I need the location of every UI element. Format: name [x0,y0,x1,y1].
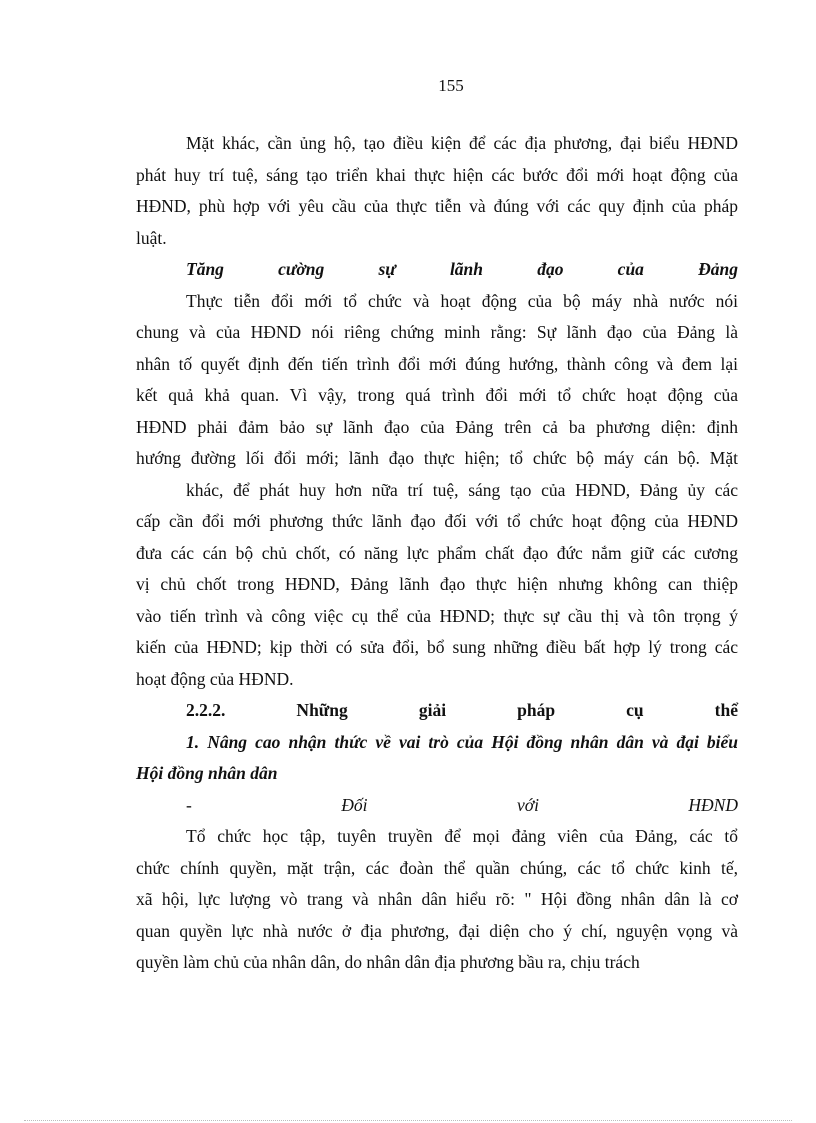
text-line: Mặt khác, cần ủng hộ, tạo điều kiện để các địa phương, đại biểu HĐND [186,133,738,153]
item-heading: - Đối với HĐND [186,794,738,815]
text-line: hoạt động của HĐND. [136,668,294,689]
text-line: Tổ chức học tập, tuyên truyền để mọi đảng viên của Đảng, các tổ [186,826,738,846]
text-line: vào tiến trình và công việc cụ thể của HĐND; thực sự cầu thị và tôn trọng ý [136,605,738,626]
text-line: chung và của HĐND nói riêng chứng minh rằng: Sự lãnh đạo của Đảng là [136,322,738,342]
text-line: HĐND phải đảm bảo sự lãnh đạo của Đảng trên cả ba phương diện: định [136,416,738,437]
text-line: hướng đường lối đổi mới; lãnh đạo thực hiện; tổ chức bộ máy cán bộ. Mặt [136,448,738,468]
text-line: quan quyền lực nhà nước ở địa phương, đại diện cho ý chí, nguyện vọng và [136,920,738,941]
text-line: xã hội, lực lượng vò trang và nhân dân hiểu rõ: " Hội đồng nhân dân là cơ [136,889,738,909]
text-line: cấp cần đổi mới phương thức lãnh đạo đối với tổ chức hoạt động của HĐND [136,511,738,531]
section-heading: 2.2.2. Những giải pháp cụ thể [186,700,738,720]
text-line: HĐND, phù hợp với yêu cầu của thực tiễn và đúng với các quy định của pháp [136,196,738,216]
text-line: phát huy trí tuệ, sáng tạo triển khai thực hiện các bước đổi mới hoạt động của [136,164,738,185]
section-heading: Tăng cường sự lãnh đạo của Đảng [186,259,738,279]
text-line: vị chủ chốt trong HĐND, Đảng lãnh đạo thực hiện nhưng không can thiệp [136,574,738,594]
text-line: khác, để phát huy hơn nữa trí tuệ, sáng tạo của HĐND, Đảng ủy các [186,479,738,500]
text-line: quyền làm chủ của nhân dân, do nhân dân địa phương bầu ra, chịu trách [136,952,640,972]
document-body [136,128,738,979]
text-line: kiến của HĐND; kịp thời có sửa đổi, bổ sung những điều bất hợp lý trong các [136,637,738,657]
text-line: nhân tố quyết định đến tiến trình đổi mới đúng hướng, thành công và đem lại [136,353,738,374]
subsection-heading: Hội đồng nhân dân [136,763,278,783]
text-line: Thực tiễn đổi mới tổ chức và hoạt động của bộ máy nhà nước nói [186,290,738,311]
text-line: đưa các cán bộ chủ chốt, có năng lực phẩm chất đạo đức nắm giữ các cương [136,542,738,563]
text-line: kết quả khả quan. Vì vậy, trong quá trình đổi mới tổ chức hoạt động của [136,385,738,405]
subsection-heading: 1. Nâng cao nhận thức về vai trò của Hội đồng nhân dân và đại biểu [186,731,738,752]
page-number: 155 [438,76,464,95]
text-line: luật. [136,227,167,248]
page-bottom-divider [24,1120,792,1121]
text-line: chức chính quyền, mặt trận, các đoàn thể quần chúng, các tổ chức kinh tế, [136,857,738,878]
